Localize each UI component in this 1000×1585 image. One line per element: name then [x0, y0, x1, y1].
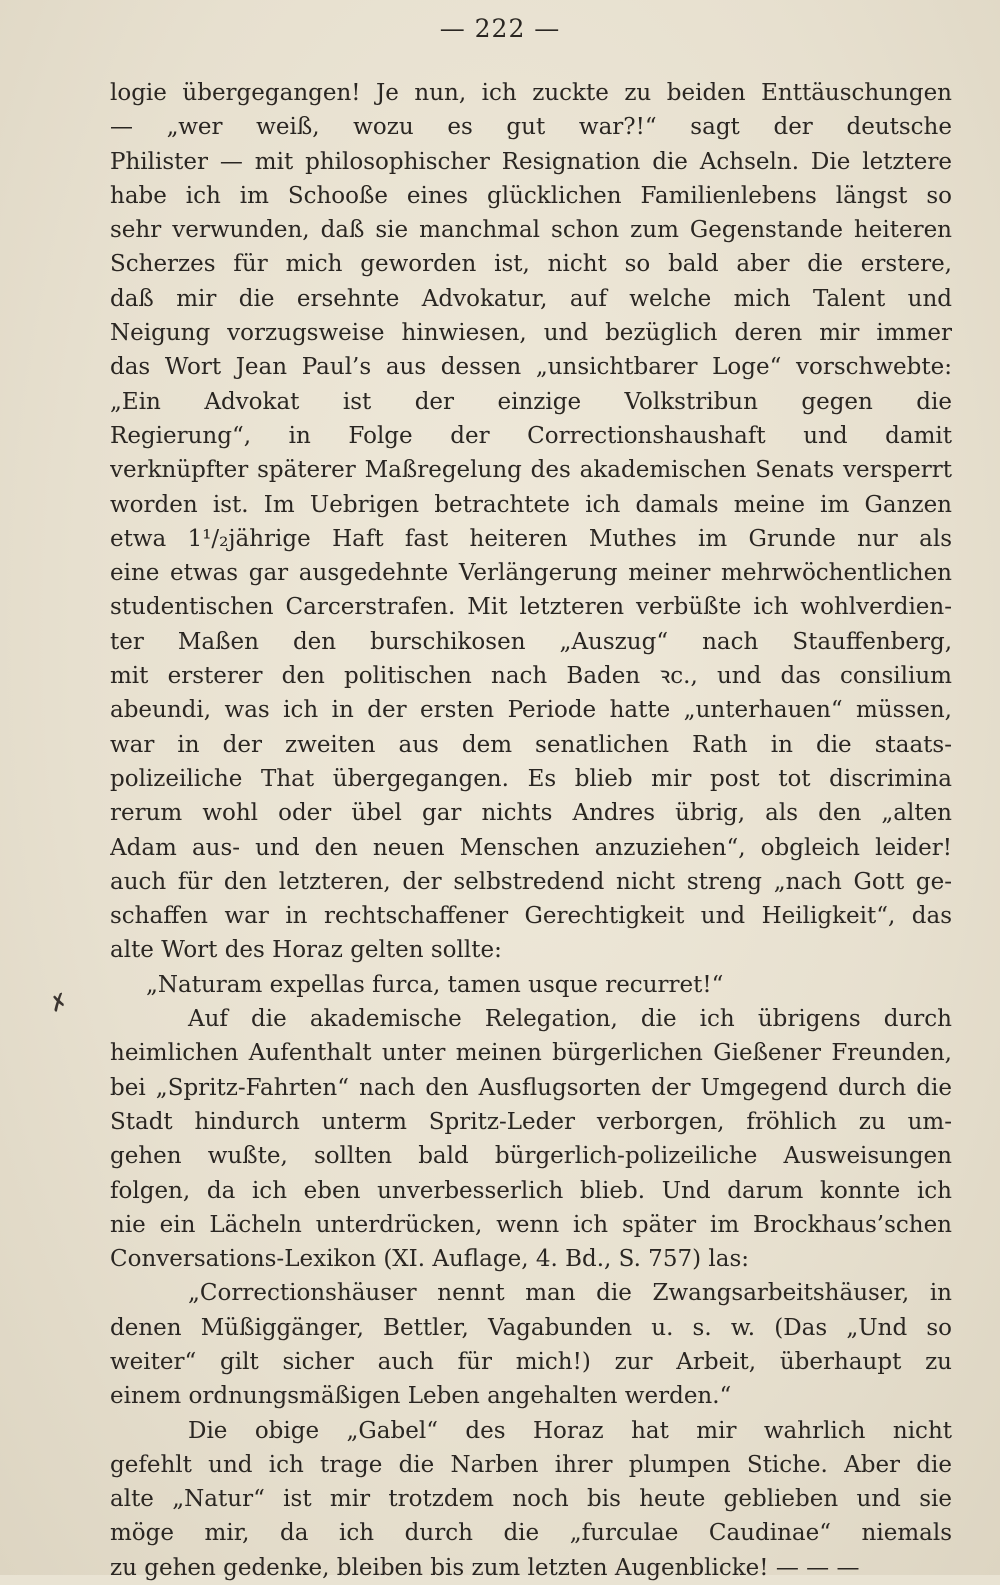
- text-line: Neigung vorzugsweise hinwiesen, und bezüglich deren mir immer: [110, 320, 952, 347]
- text-line: logie übergegangen! Je nun, ich zuckte zu beiden Enttäuschungen: [110, 80, 952, 106]
- lexikon-quote-line: „Correctionshäuser nennt man die Zwangsarbeitshäuser, in: [188, 1280, 952, 1307]
- text-line: eine etwas gar ausgedehnte Verlängerung meiner mehrwöchentlichen: [110, 560, 952, 587]
- text-line: schaffen war in rechtschaffener Gerechtigkeit und Heiligkeit“, das: [110, 903, 952, 930]
- text-line: rerum wohl oder übel gar nichts Andres übrig, als den „alten: [110, 800, 952, 827]
- text-line: — „wer weiß, wozu es gut war?!“ sagt der deutsche: [110, 114, 952, 141]
- text-line: studentischen Carcerstrafen. Mit letzteren verbüßte ich wohlverdien-: [110, 594, 952, 621]
- text-line: etwa 1¹/₂jährige Haft fast heiteren Muthes im Grunde nur als: [110, 525, 952, 552]
- text-line: alte „Natur“ ist mir trotzdem noch bis heute geblieben und sie: [110, 1486, 952, 1513]
- text-line: Stadt hindurch unterm Spritz-Leder verborgen, fröhlich zu um-: [110, 1108, 952, 1135]
- text-line: verknüpfter späterer Maßregelung des akademischen Senats versperrt: [110, 457, 952, 484]
- text-line: das Wort Jean Paul’s aus dessen „unsichtbarer Loge“ vorschwebte:: [110, 354, 952, 381]
- text-line: mit ersterer den politischen nach Baden ꝛc., und das consilium: [110, 663, 952, 690]
- lexikon-quote-line: denen Müßiggänger, Bettler, Vagabunden u. s. w. (Das „Und so: [110, 1314, 952, 1341]
- text-line: auch für den letzteren, der selbstredend nicht streng „nach Gott ge-: [110, 868, 952, 895]
- text-line: sehr verwunden, daß sie manchmal schon zum Gegenstande heiteren: [110, 217, 952, 244]
- page-number: — 222 —: [439, 14, 561, 43]
- body-text: [110, 76, 952, 1585]
- text-line: heimlichen Aufenthalt unter meinen bürgerlichen Gießener Freunden,: [110, 1040, 952, 1067]
- text-line: ter Maßen den burschikosen „Auszug“ nach Stauffenberg,: [110, 628, 952, 655]
- text-line: worden ist. Im Uebrigen betrachtete ich damals meine im Ganzen: [110, 491, 952, 518]
- text-line: war in der zweiten aus dem senatlichen Rath in die staats-: [110, 731, 952, 758]
- text-line: möge mir, da ich durch die „furculae Caudinae“ niemals: [110, 1520, 952, 1547]
- text-line: daß mir die ersehnte Advokatur, auf welche mich Talent und: [110, 285, 952, 312]
- horace-quote: „Naturam expellas furca, tamen usque recurret!“: [146, 971, 724, 998]
- text-line: „Ein Advokat ist der einzige Volkstribun gegen die: [110, 388, 952, 415]
- text-line: nie ein Lächeln unterdrücken, wenn ich später im Brockhaus’schen: [110, 1211, 952, 1238]
- text-line: Regierung“, in Folge der Correctionshaushaft und damit: [110, 422, 952, 449]
- text-line: Conversations-Lexikon (XI. Auflage, 4. Bd., S. 757) las:: [110, 1246, 749, 1273]
- lexikon-quote-line: weiter“ gilt sicher auch für mich!) zur Arbeit, überhaupt zu: [110, 1348, 952, 1375]
- text-line: Adam aus- und den neuen Menschen anzuziehen“, obgleich leider!: [110, 834, 952, 861]
- text-line: Scherzes für mich geworden ist, nicht so bald aber die erstere,: [110, 251, 952, 278]
- text-line: Auf die akademische Relegation, die ich übrigens durch: [188, 1006, 952, 1033]
- text-line: gefehlt und ich trage die Narben ihrer plumpen Stiche. Aber die: [110, 1451, 952, 1478]
- text-line: Die obige „Gabel“ des Horaz hat mir wahrlich nicht: [188, 1417, 952, 1444]
- text-line: alte Wort des Horaz gelten sollte:: [110, 937, 502, 964]
- margin-pencil-mark: ✗: [46, 988, 73, 1019]
- text-line: gehen wußte, sollten bald bürgerlich-polizeiliche Ausweisungen: [110, 1143, 952, 1170]
- text-line: Philister — mit philosophischer Resignation die Achseln. Die letztere: [110, 148, 952, 175]
- text-line: zu gehen gedenke, bleiben bis zum letzten Augenblicke! — — —: [110, 1554, 860, 1581]
- lexikon-quote-line: einem ordnungsmäßigen Leben angehalten werden.“: [110, 1383, 732, 1410]
- text-line: polizeiliche That übergegangen. Es blieb mir post tot discrimina: [110, 765, 952, 792]
- text-line: habe ich im Schooße eines glücklichen Familienlebens längst so: [110, 182, 952, 209]
- text-line: folgen, da ich eben unverbesserlich blieb. Und darum konnte ich: [110, 1177, 952, 1204]
- text-line: abeundi, was ich in der ersten Periode hatte „unterhauen“ müssen,: [110, 697, 952, 724]
- text-line: bei „Spritz-Fahrten“ nach den Ausflugsorten der Umgegend durch die: [110, 1074, 952, 1101]
